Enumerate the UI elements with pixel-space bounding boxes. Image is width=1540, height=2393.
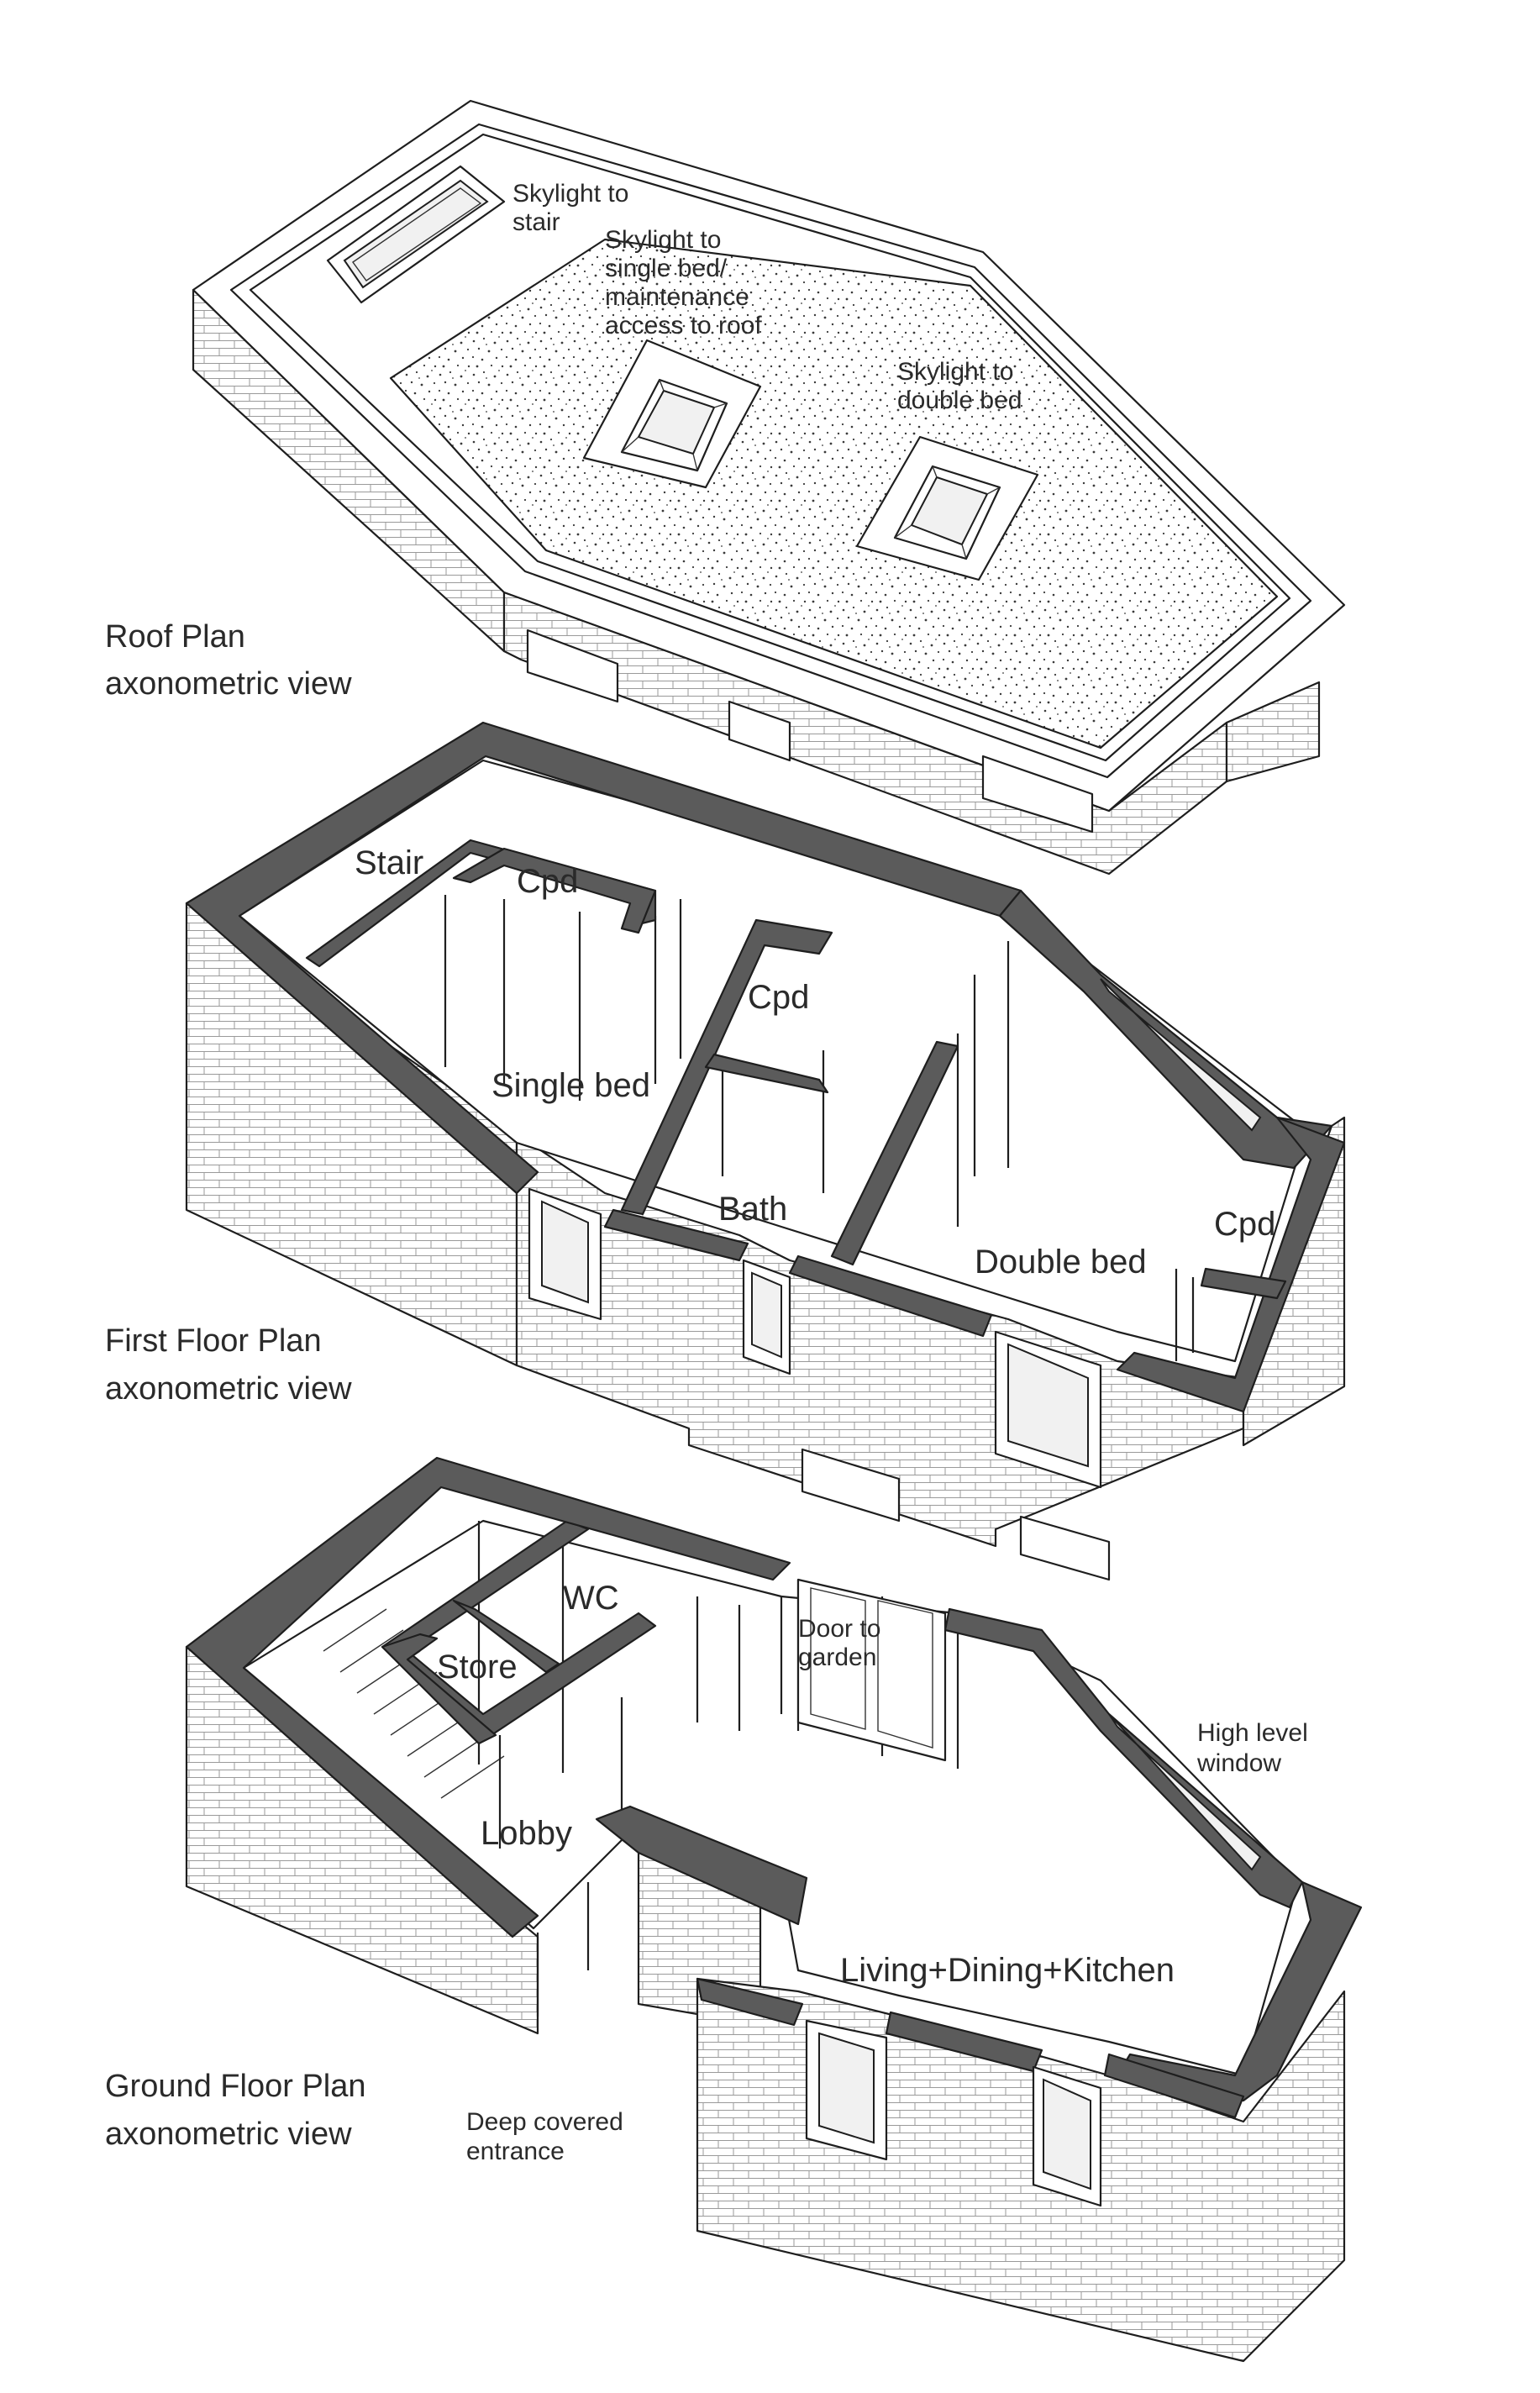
first-label-cpd-3: Cpd: [1214, 1206, 1276, 1243]
roof-caption-subtitle: axonometric view: [105, 666, 352, 702]
first-caption-subtitle: axonometric view: [105, 1371, 352, 1407]
first-caption-title: First Floor Plan: [105, 1323, 322, 1359]
first-label-single-bed: Single bed: [491, 1067, 651, 1104]
ground-floor-plan: [105, 1458, 1361, 2361]
roof-label-skylight-single-1: Skylight to: [605, 226, 722, 254]
ground-label-wc: WC: [563, 1580, 619, 1617]
roof-label-skylight-single-4: access to roof: [605, 312, 762, 339]
ground-label-living: Living+Dining+Kitchen: [840, 1952, 1175, 1989]
ground-caption-title: Ground Floor Plan: [105, 2069, 366, 2104]
ground-label-high-level-window-2: window: [1197, 1749, 1282, 1777]
roof-label-skylight-double-1: Skylight to: [897, 358, 1014, 386]
ground-caption-subtitle: axonometric view: [105, 2117, 352, 2152]
ground-label-high-level-window-1: High level: [1197, 1719, 1308, 1747]
ground-label-door-to-garden-2: garden: [798, 1644, 877, 1671]
ground-label-deep-covered-entrance-1: Deep covered: [466, 2108, 623, 2136]
ground-label-deep-covered-entrance-2: entrance: [466, 2138, 565, 2165]
roof-brick-right-face: [1227, 682, 1319, 781]
first-label-cpd-2: Cpd: [748, 979, 810, 1016]
first-label-stair: Stair: [355, 844, 424, 881]
first-label-double-bed: Double bed: [975, 1244, 1147, 1281]
first-floor-plan: [105, 723, 1344, 1580]
roof-label-skylight-single-2: single bed/: [605, 255, 728, 282]
ground-label-lobby: Lobby: [481, 1815, 572, 1852]
roof-label-skylight-stair-1: Skylight to: [512, 180, 629, 208]
roof-label-skylight-single-3: maintenance: [605, 283, 749, 311]
first-label-bath: Bath: [718, 1191, 788, 1228]
ground-label-store: Store: [437, 1649, 518, 1686]
roof-plan: [105, 101, 1344, 874]
roof-caption-title: Roof Plan: [105, 619, 245, 655]
ground-label-door-to-garden-1: Door to: [798, 1615, 881, 1643]
first-label-cpd-1: Cpd: [517, 863, 579, 900]
roof-label-skylight-double-2: double bed: [897, 387, 1022, 414]
roof-label-skylight-stair-2: stair: [512, 208, 560, 236]
